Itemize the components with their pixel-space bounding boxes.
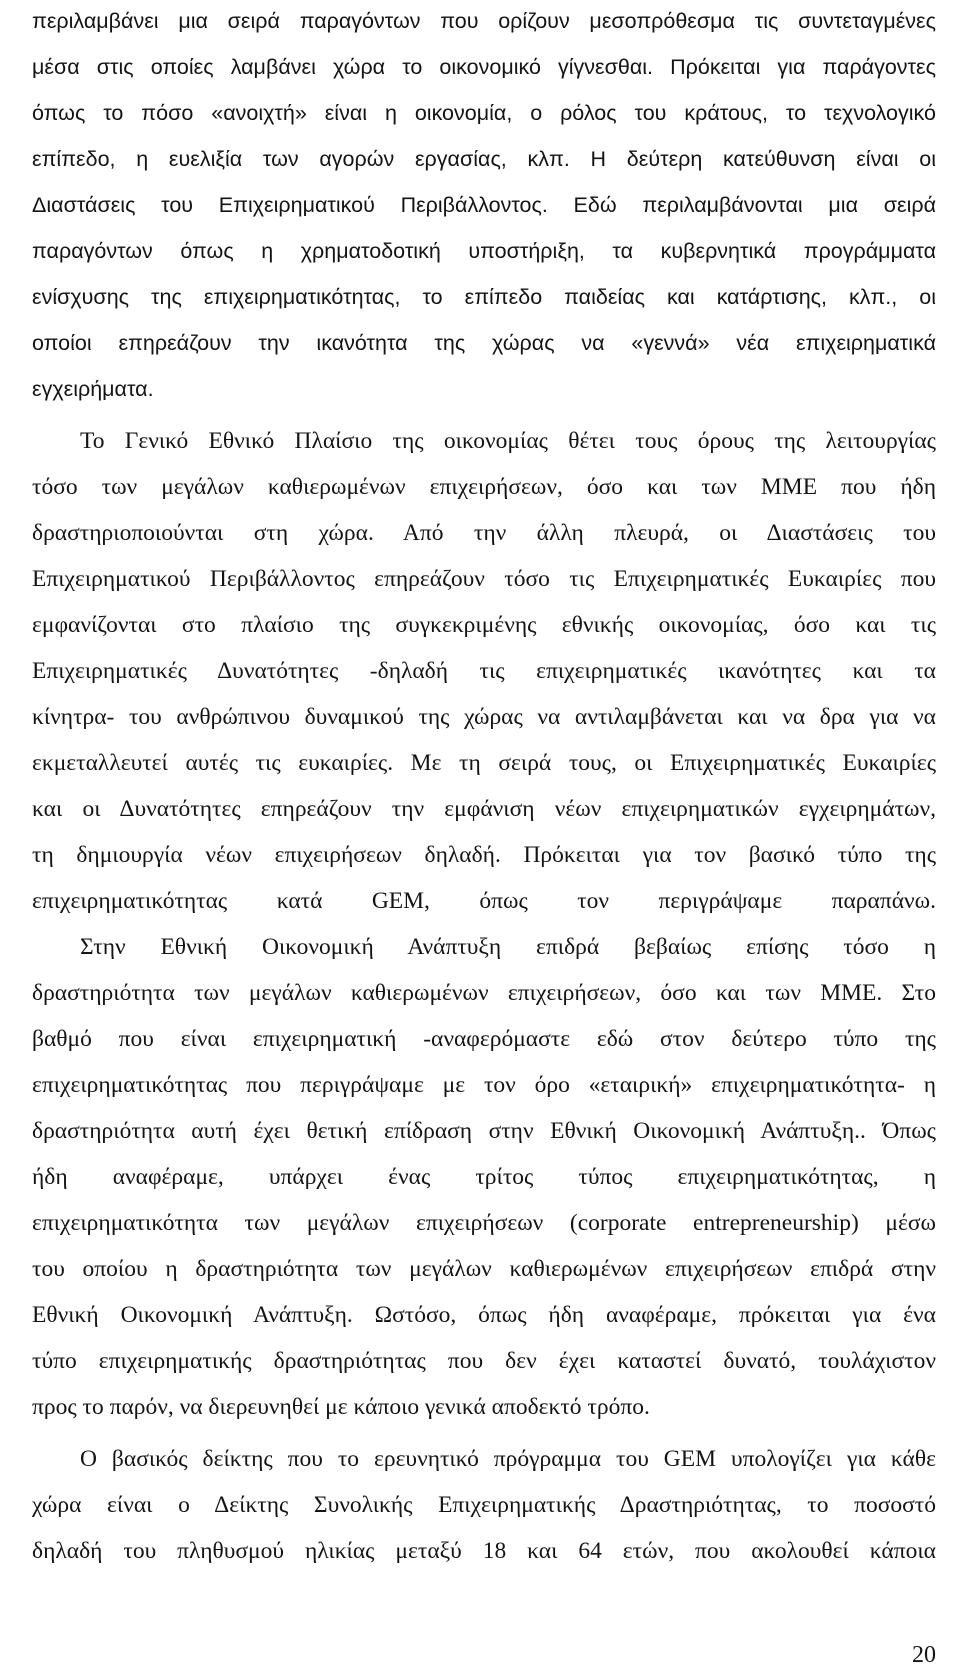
paragraph-first-line: Το Γενικό Εθνικό Πλαίσιο της οικονομίας θέτει τους όρους της λειτουργίας — [80, 428, 936, 454]
text-line: δραστηριότητα αυτή έχει θετική επίδραση στην Εθνική Οικονομική Ανάπτυξη.. Όπως — [32, 1118, 936, 1144]
text-line: ενίσχυσης της επιχειρηματικότητας, το επίπεδο παιδείας και κατάρτισης, κλπ., οι — [32, 285, 936, 309]
text-line: κίνητρα- του ανθρώπινου δυναμικού της χώρας να αντιλαμβάνεται και να δρα για να — [32, 704, 936, 730]
text-line: τόσο των μεγάλων καθιερωμένων επιχειρήσεων, όσο και των ΜΜΕ που ήδη — [32, 474, 936, 500]
paragraph-first-line: Ο βασικός δείκτης που το ερευνητικό πρόγραμμα του GEM υπολογίζει για κάθε — [80, 1446, 936, 1472]
text-line: όπως το πόσο «ανοιχτή» είναι η οικονομία, ο ρόλος του κράτους, το τεχνολογικό — [32, 101, 936, 125]
page-number: 20 — [912, 1642, 936, 1668]
text-line: χώρα είναι ο Δείκτης Συνολικής Επιχειρηματικής Δραστηριότητας, το ποσοστό — [32, 1492, 936, 1518]
text-line: επίπεδο, η ευελιξία των αγορών εργασίας, κλπ. Η δεύτερη κατεύθυνση είναι οι — [32, 147, 936, 171]
paragraph-first-line: Στην Εθνική Οικονομική Ανάπτυξη επιδρά βεβαίως επίσης τόσο η — [80, 934, 936, 960]
text-line: μέσα στις οποίες λαμβάνει χώρα το οικονομικό γίγνεσθαι. Πρόκειται για παράγοντες — [32, 55, 936, 79]
text-line: παραγόντων όπως η χρηματοδοτική υποστήριξη, τα κυβερνητικά προγράμματα — [32, 239, 936, 263]
text-line: εγχειρήματα. — [32, 377, 154, 401]
text-line: ήδη αναφέραμε, υπάρχει ένας τρίτος τύπος επιχειρηματικότητας, η — [32, 1164, 936, 1190]
text-line: Διαστάσεις του Επιχειρηματικού Περιβάλλοντος. Εδώ περιλαμβάνονται μια σειρά — [32, 193, 936, 217]
text-line: δραστηριοποιούνται στη χώρα. Από την άλλη πλευρά, οι Διαστάσεις του — [32, 520, 936, 546]
text-line: εμφανίζονται στο πλαίσιο της συγκεκριμένης εθνικής οικονομίας, όσο και τις — [32, 612, 936, 638]
text-line: επιχειρηματικότητα των μεγάλων επιχειρήσεων (corporate entrepreneurship) μέσω — [32, 1210, 936, 1236]
text-line: τη δημιουργία νέων επιχειρήσεων δηλαδή. Πρόκειται για τον βασικό τύπο της — [32, 842, 936, 868]
text-line: επιχειρηματικότητας κατά GEM, όπως τον περιγράψαμε παραπάνω. — [32, 888, 936, 914]
text-line: δηλαδή του πληθυσμού ηλικίας μεταξύ 18 και 64 ετών, που ακολουθεί κάποια — [32, 1538, 936, 1564]
text-line: οποίοι επηρεάζουν την ικανότητα της χώρας να «γεννά» νέα επιχειρηματικά — [32, 331, 936, 355]
text-line: προς το παρόν, να διερευνηθεί με κάποιο γενικά αποδεκτό τρόπο. — [32, 1394, 650, 1420]
text-line: του οποίου η δραστηριότητα των μεγάλων καθιερωμένων επιχειρήσεων επιδρά στην — [32, 1256, 936, 1282]
text-line: Επιχειρηματικού Περιβάλλοντος επηρεάζουν τόσο τις Επιχειρηματικές Ευκαιρίες που — [32, 566, 936, 592]
text-line: Εθνική Οικονομική Ανάπτυξη. Ωστόσο, όπως ήδη αναφέραμε, πρόκειται για ένα — [32, 1302, 936, 1328]
text-line: και οι Δυνατότητες επηρεάζουν την εμφάνιση νέων επιχειρηματικών εγχειρημάτων, — [32, 796, 936, 822]
text-line: επιχειρηματικότητας που περιγράψαμε με τον όρο «εταιρική» επιχειρηματικότητα- η — [32, 1072, 936, 1098]
text-line: δραστηριότητα των μεγάλων καθιερωμένων επιχειρήσεων, όσο και των ΜΜΕ. Στο — [32, 980, 936, 1006]
text-line: τύπο επιχειρηματικής δραστηριότητας που δεν έχει καταστεί δυνατό, τουλάχιστον — [32, 1348, 936, 1374]
text-line: βαθμό που είναι επιχειρηματική -αναφερόμαστε εδώ στον δεύτερο τύπο της — [32, 1026, 936, 1052]
text-line: περιλαμβάνει μια σειρά παραγόντων που ορίζουν μεσοπρόθεσμα τις συντεταγμένες — [32, 9, 936, 33]
text-line: Επιχειρηματικές Δυνατότητες -δηλαδή τις επιχειρηματικές ικανότητες και τα — [32, 658, 936, 684]
text-line: εκμεταλλευτεί αυτές τις ευκαιρίες. Με τη σειρά τους, οι Επιχειρηματικές Ευκαιρίες — [32, 750, 936, 776]
